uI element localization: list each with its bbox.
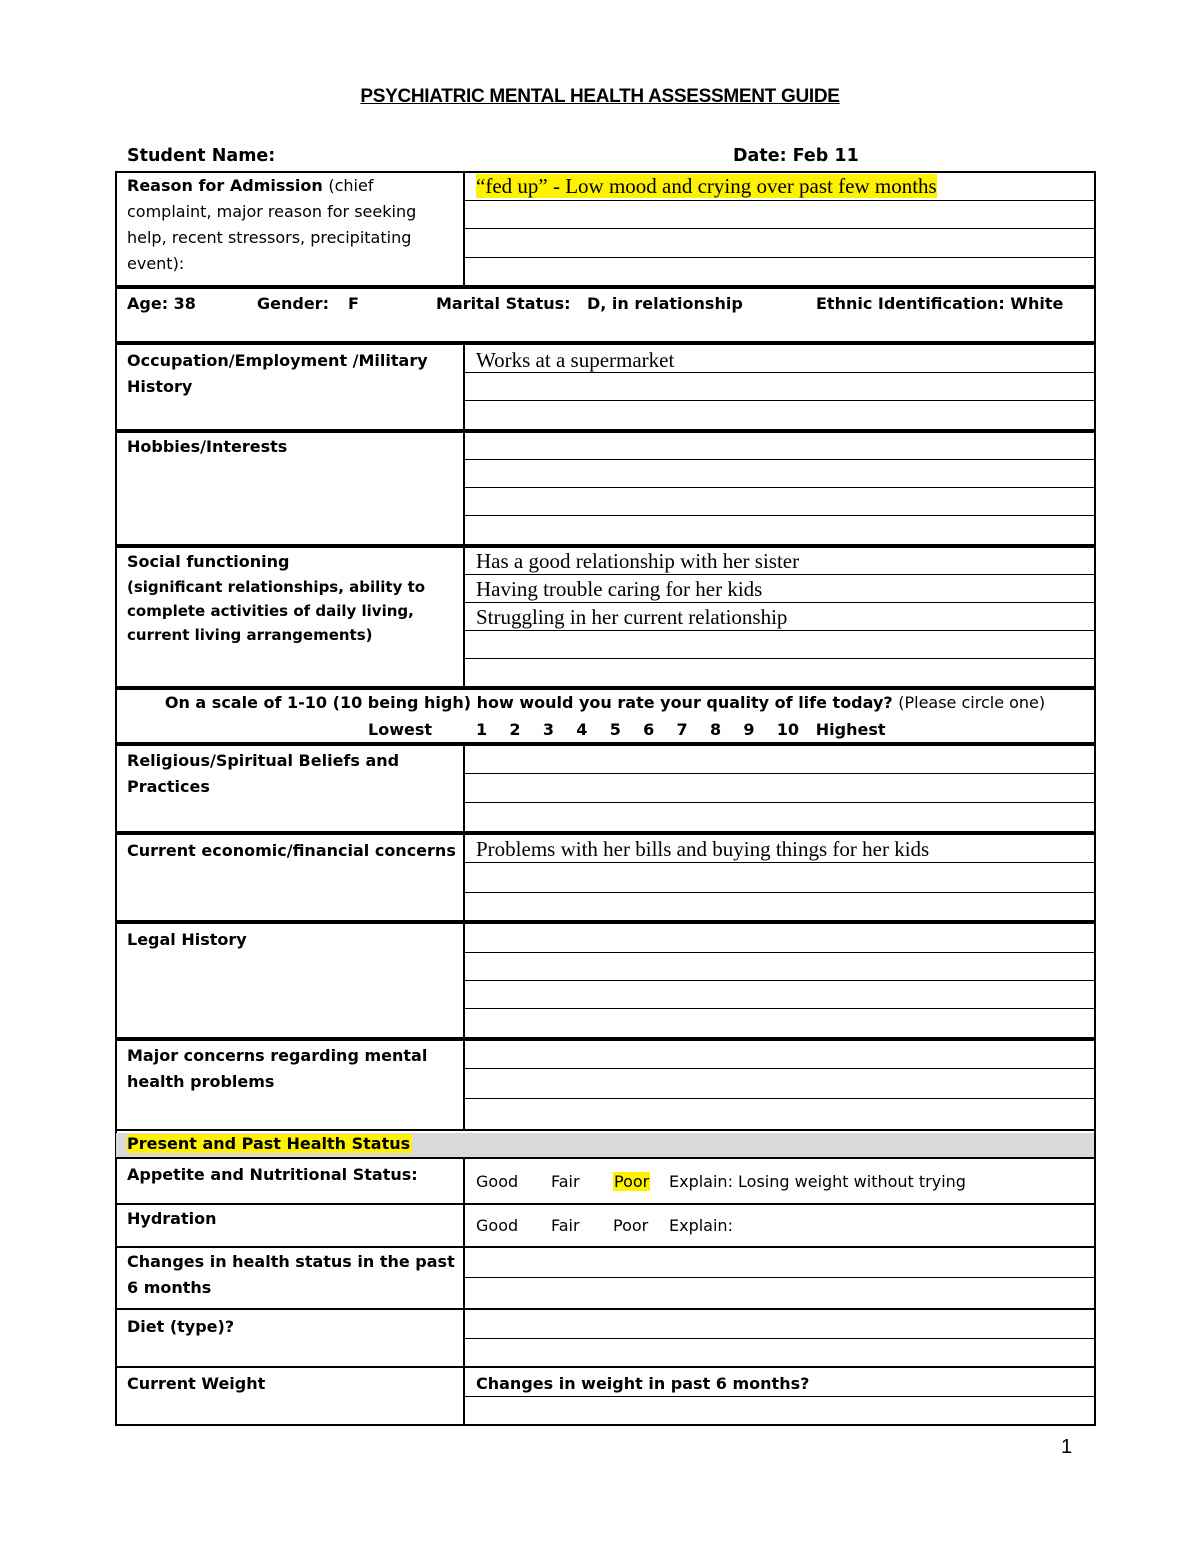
section-separator [115, 1308, 1096, 1310]
legal-history-label: Legal History [127, 930, 247, 949]
section-separator [115, 742, 1096, 746]
quality-note: (Please circle one) [898, 693, 1046, 712]
hydration-good[interactable]: Good [476, 1216, 519, 1235]
reason-answer-text: “fed up” - Low mood and crying over past few months [476, 174, 937, 198]
answer-line [464, 257, 1096, 258]
social-answer-3[interactable]: Struggling in her current relationship [476, 605, 788, 629]
answer-line [464, 515, 1096, 516]
answer-line [464, 1277, 1096, 1278]
scale-10[interactable]: 10 [776, 720, 800, 739]
reason-for-admission-label [127, 173, 457, 277]
answer-line [464, 400, 1096, 401]
section-separator [115, 686, 1096, 690]
social-functioning-label [127, 549, 457, 647]
quality-question [0, 693, 1200, 712]
hydration-explain[interactable]: Explain: [669, 1216, 733, 1235]
quality-question-text: On a scale of 1-10 (10 being high) how would you rate your quality of life today? [164, 693, 893, 712]
social-answer-1[interactable]: Has a good relationship with her sister [476, 549, 800, 573]
form-left-border [115, 171, 117, 1426]
hydration-label: Hydration [127, 1209, 217, 1228]
answer-line [464, 658, 1096, 659]
section-separator [115, 920, 1096, 924]
page-number: 1 [1061, 1436, 1073, 1458]
scale-4[interactable]: 4 [576, 720, 588, 739]
health-status-label [127, 1134, 412, 1153]
ethnic-identification: Ethnic Identification: White [816, 294, 1064, 313]
hydration-poor[interactable]: Poor [613, 1216, 649, 1235]
scale-6[interactable]: 6 [643, 720, 655, 739]
hobbies-label: Hobbies/Interests [127, 437, 288, 456]
answer-line [464, 1396, 1096, 1397]
scale-8[interactable]: 8 [709, 720, 722, 739]
answer-line [464, 1068, 1096, 1069]
answer-line [464, 980, 1096, 981]
answer-line [464, 1338, 1096, 1339]
date-label: Date: Feb 11 [733, 146, 859, 166]
weight-changes-label: Changes in weight in past 6 months? [476, 1374, 810, 1393]
answer-line [464, 802, 1096, 803]
changes-health-label: Changes in health status in the past 6 months [127, 1252, 455, 1297]
section-separator [115, 1203, 1096, 1205]
answer-line [464, 602, 1096, 603]
scale-2[interactable]: 2 [509, 720, 521, 739]
form-bottom-border [115, 1424, 1096, 1426]
age-field: Age: 38 [127, 294, 196, 313]
marital-status-value: D, in relationship [587, 294, 743, 313]
appetite-explain[interactable]: Explain: Losing weight without trying [669, 1172, 966, 1191]
section-separator [115, 831, 1096, 835]
answer-line [464, 228, 1096, 229]
answer-line [464, 952, 1096, 953]
scale-7[interactable]: 7 [676, 720, 688, 739]
answer-line [464, 574, 1096, 575]
scale-9[interactable]: 9 [743, 720, 755, 739]
social-hint-text: (significant relationships, ability to complete activities of daily living, current living arrangements) [127, 578, 426, 644]
appetite-poor-text: Poor [614, 1172, 650, 1191]
section-separator [115, 1157, 1096, 1159]
reason-label-text: Reason for Admission [127, 176, 323, 195]
appetite-good[interactable]: Good [476, 1172, 519, 1191]
answer-line [464, 1098, 1096, 1099]
answer-line [464, 487, 1096, 488]
answer-line [464, 773, 1096, 774]
student-name-label: Student Name: [127, 146, 276, 166]
economic-label: Current economic/financial concerns [127, 841, 456, 860]
answer-line [464, 200, 1096, 201]
hydration-fair[interactable]: Fair [551, 1216, 580, 1235]
social-label-text: Social functioning [127, 552, 290, 571]
gender-value: F [348, 294, 359, 313]
answer-line [464, 459, 1096, 460]
section-separator [115, 1246, 1096, 1248]
reason-answer[interactable] [476, 173, 937, 199]
quality-highest: Highest [815, 720, 886, 739]
occupation-label: Occupation/Employment /Military History [127, 351, 428, 396]
section-separator [115, 285, 1096, 289]
gender-label: Gender: [257, 294, 329, 313]
column-divider [463, 171, 465, 287]
major-concerns-label: Major concerns regarding mental health problems [127, 1046, 428, 1091]
section-separator [115, 341, 1096, 345]
appetite-label: Appetite and Nutritional Status: [127, 1165, 418, 1184]
form-right-border [1094, 171, 1096, 1426]
reason-hint-text: (chief complaint, major reason for seeking help, recent stressors, precipitating event): [127, 176, 417, 273]
section-separator [115, 429, 1096, 433]
scale-1[interactable]: 1 [476, 720, 488, 739]
quality-lowest: Lowest [368, 720, 432, 739]
diet-label: Diet (type)? [127, 1317, 235, 1336]
section-separator [115, 1037, 1096, 1041]
scale-3[interactable]: 3 [542, 720, 554, 739]
section-separator [115, 1366, 1096, 1368]
economic-answer[interactable]: Problems with her bills and buying things for her kids [476, 837, 930, 861]
marital-status-label: Marital Status: [436, 294, 571, 313]
health-status-text: Present and Past Health Status [127, 1134, 411, 1153]
answer-line [464, 892, 1096, 893]
appetite-fair[interactable]: Fair [551, 1172, 580, 1191]
section-separator [115, 1129, 1096, 1131]
answer-line [464, 862, 1096, 863]
appetite-poor[interactable] [613, 1172, 650, 1191]
scale-5[interactable]: 5 [609, 720, 621, 739]
religious-label: Religious/Spiritual Beliefs and Practices [127, 751, 400, 796]
occupation-answer[interactable]: Works at a supermarket [476, 348, 675, 372]
social-answer-2[interactable]: Having trouble caring for her kids [476, 577, 763, 601]
column-divider [463, 1158, 465, 1426]
answer-line [464, 630, 1096, 631]
page-title: PSYCHIATRIC MENTAL HEALTH ASSESSMENT GUIDE [360, 86, 840, 107]
answer-line [464, 1008, 1096, 1009]
quality-scale[interactable] [476, 720, 886, 739]
current-weight-label: Current Weight [127, 1374, 266, 1393]
